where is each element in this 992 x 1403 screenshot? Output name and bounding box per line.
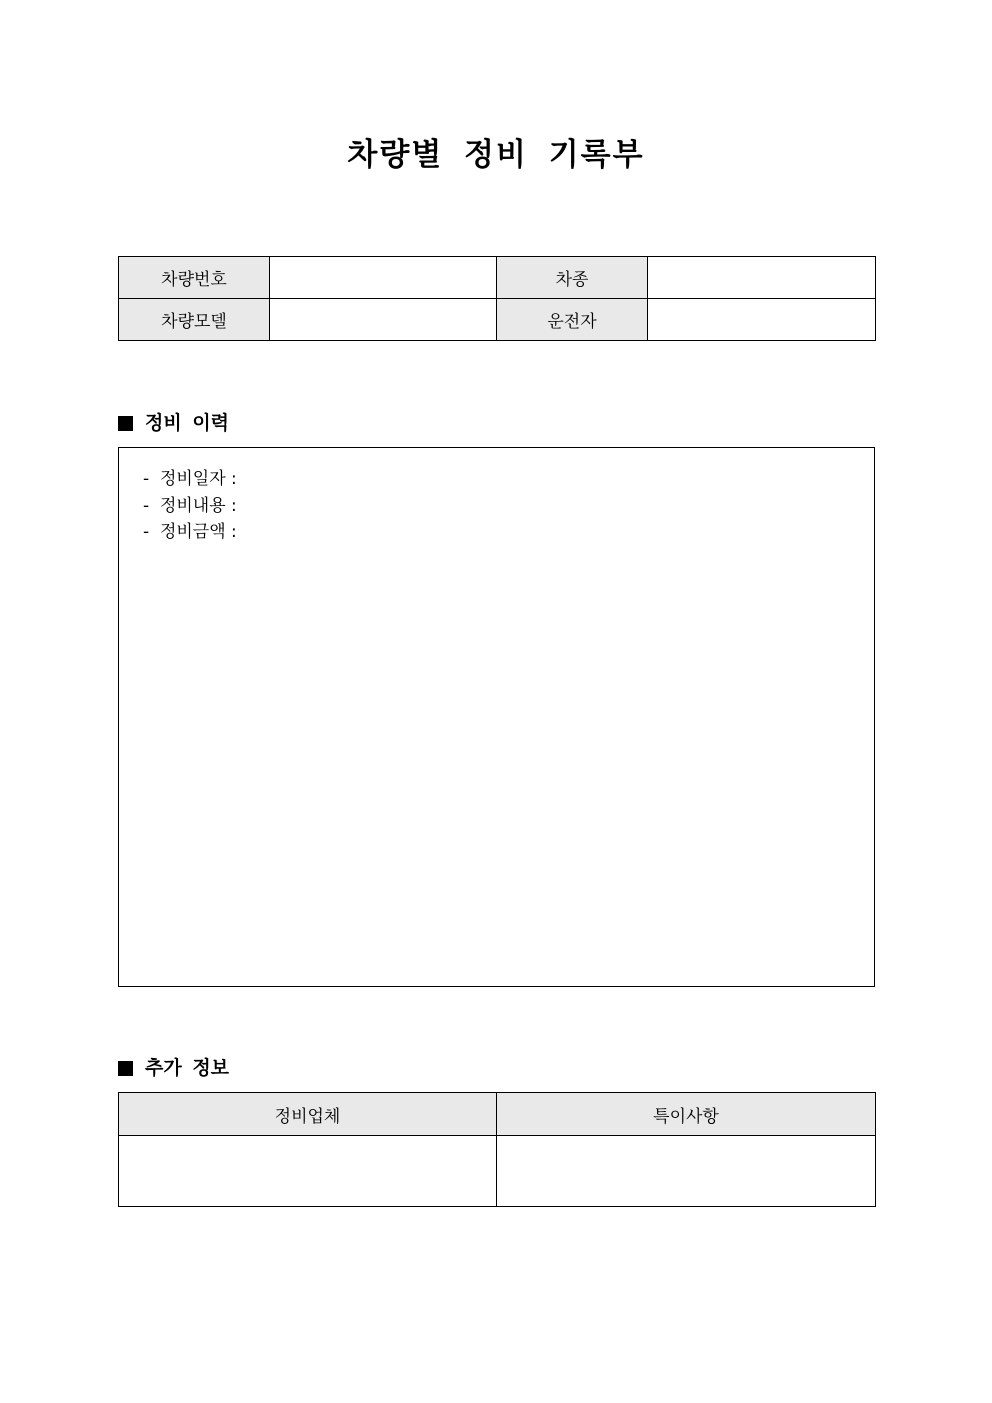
vehicle-model-label: 차량모델 (119, 299, 270, 341)
additional-info-value-row (119, 1136, 876, 1207)
vehicle-info-table (118, 256, 876, 341)
vehicle-number-field[interactable] (270, 257, 497, 299)
square-bullet-icon (118, 1061, 133, 1076)
maintenance-history-heading (118, 410, 229, 436)
maintenance-history-list (143, 466, 237, 546)
vehicle-model-field[interactable] (270, 299, 497, 341)
additional-info-table (118, 1092, 876, 1207)
notes-label: 특이사항 (497, 1093, 876, 1136)
repair-shop-field[interactable] (119, 1136, 497, 1207)
vehicle-info-row (119, 299, 876, 341)
list-item: - 정비일자 : (143, 469, 237, 489)
list-item: - 정비금액 : (143, 522, 237, 542)
vehicle-type-field[interactable] (648, 257, 876, 299)
maintenance-history-box[interactable] (118, 447, 875, 987)
maintenance-history-title: 정비 이력 (145, 412, 230, 434)
document-title: 차량별 정비 기록부 (347, 137, 645, 173)
driver-field[interactable] (648, 299, 876, 341)
additional-info-heading (118, 1055, 229, 1081)
repair-shop-label: 정비업체 (119, 1093, 497, 1136)
square-bullet-icon (118, 416, 133, 431)
vehicle-info-row (119, 257, 876, 299)
notes-field[interactable] (497, 1136, 876, 1207)
vehicle-type-label: 차종 (497, 257, 648, 299)
additional-info-title: 추가 정보 (145, 1057, 230, 1079)
list-item: - 정비내용 : (143, 495, 237, 516)
driver-label: 운전자 (497, 299, 648, 341)
vehicle-number-label: 차량번호 (119, 257, 270, 299)
additional-info-header-row (119, 1093, 876, 1136)
